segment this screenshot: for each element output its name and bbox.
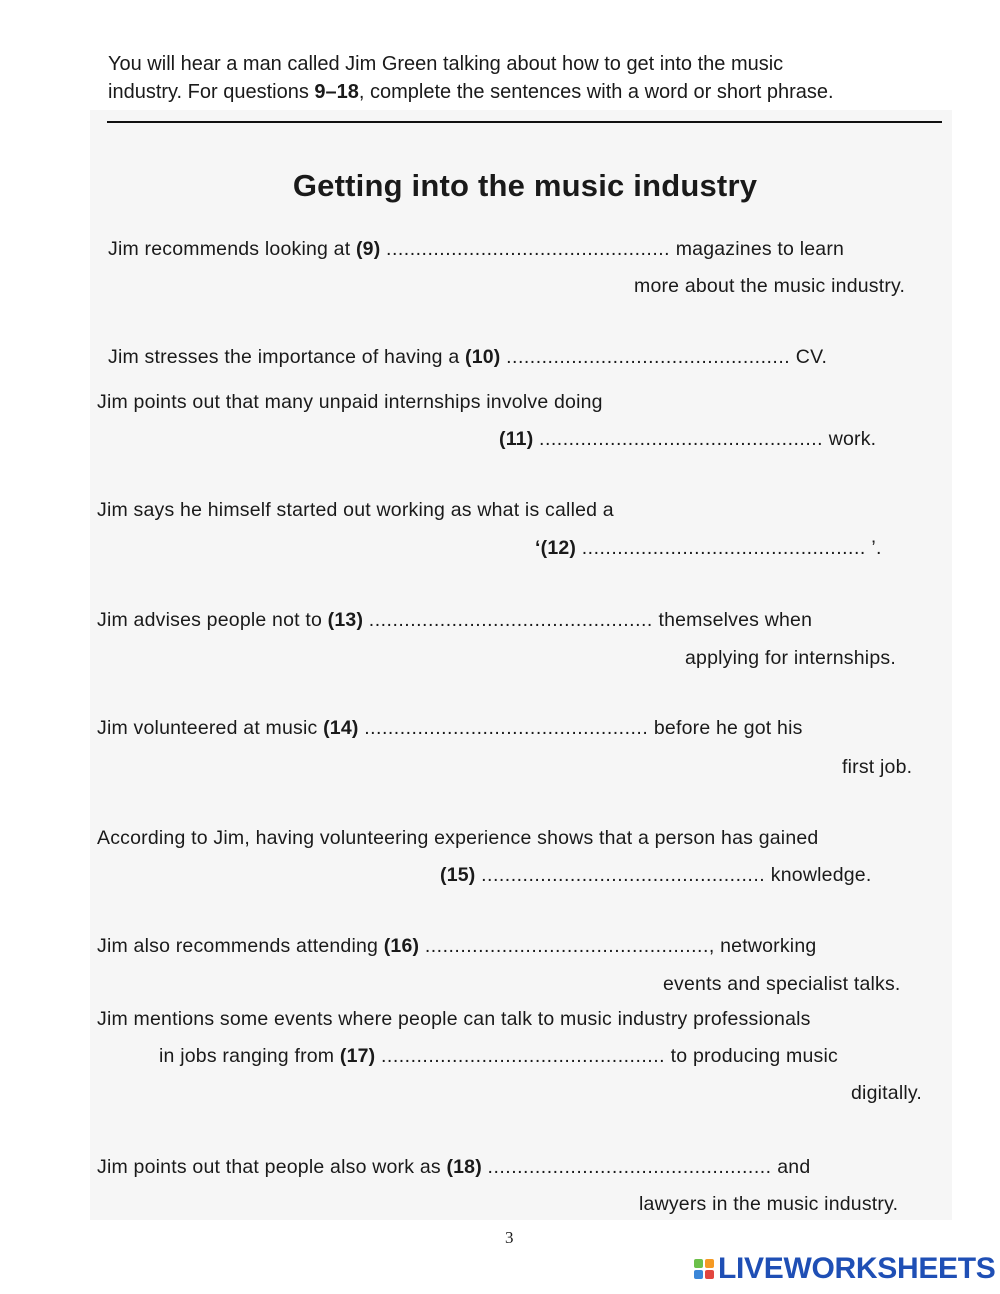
answer-blank-13[interactable]: ................................................ bbox=[368, 609, 653, 631]
answer-blank-17[interactable]: ................................................ bbox=[380, 1045, 666, 1067]
question-14 bbox=[97, 717, 803, 740]
answer-blank-11[interactable]: ................................................ bbox=[539, 428, 824, 450]
question-number: (18) bbox=[446, 1156, 482, 1178]
question-text-after: CV. bbox=[790, 346, 828, 368]
question-number: (16) bbox=[383, 935, 420, 957]
question-number: (17) bbox=[339, 1045, 376, 1067]
question-number: (14) bbox=[323, 717, 359, 739]
question-text: Jim also recommends attending bbox=[97, 935, 384, 957]
question-number: (10) bbox=[465, 346, 501, 368]
question-text-after: , networking bbox=[708, 935, 817, 957]
question-11-blank-line bbox=[499, 428, 876, 451]
question-text: Jim advises people not to bbox=[97, 609, 328, 631]
question-number: (13) bbox=[327, 609, 364, 631]
question-10 bbox=[108, 346, 827, 369]
question-13 bbox=[97, 609, 812, 632]
question-15: According to Jim, having volunteering experience shows that a person has gained bbox=[97, 827, 819, 849]
instructions-line-2 bbox=[108, 78, 938, 106]
answer-blank-12[interactable]: ................................................ bbox=[581, 537, 866, 559]
answer-blank-16[interactable]: ................................................ bbox=[424, 935, 709, 957]
page-title: Getting into the music industry bbox=[292, 168, 758, 203]
question-9-continued: more about the music industry. bbox=[634, 275, 906, 297]
question-13-continued: applying for internships. bbox=[685, 647, 896, 669]
question-17: Jim mentions some events where people can talk to music industry professionals bbox=[97, 1008, 811, 1030]
question-text-after: to producing music bbox=[665, 1045, 838, 1067]
answer-blank-10[interactable]: ................................................ bbox=[506, 346, 791, 368]
question-text: Jim points out that people also work as bbox=[97, 1156, 447, 1178]
question-text-after: ’. bbox=[865, 537, 882, 559]
question-14-continued: first job. bbox=[842, 756, 913, 778]
question-number: (15) bbox=[440, 864, 476, 886]
instructions-text: industry. For questions bbox=[108, 81, 315, 103]
question-text-after: magazines to learn bbox=[670, 238, 845, 260]
answer-blank-9[interactable]: ................................................ bbox=[386, 238, 671, 260]
answer-blank-15[interactable]: ................................................ bbox=[481, 864, 766, 886]
question-16-continued: events and specialist talks. bbox=[663, 973, 901, 995]
instructions bbox=[108, 50, 938, 106]
question-18-continued: lawyers in the music industry. bbox=[639, 1193, 899, 1215]
question-text-after: knowledge. bbox=[765, 864, 872, 886]
question-text: Jim recommends looking at bbox=[108, 238, 356, 260]
question-17-continued: digitally. bbox=[851, 1082, 923, 1104]
question-number: (11) bbox=[499, 428, 534, 450]
question-text-after: and bbox=[771, 1156, 811, 1178]
question-text: in jobs ranging from bbox=[159, 1045, 340, 1067]
question-text-after: before he got his bbox=[648, 717, 803, 739]
question-range: 9–18 bbox=[314, 81, 359, 103]
answer-blank-14[interactable]: ................................................ bbox=[364, 717, 649, 739]
open-quote: ‘ bbox=[535, 537, 541, 559]
question-18 bbox=[97, 1156, 810, 1179]
question-17-blank-line bbox=[159, 1045, 838, 1068]
question-16 bbox=[97, 935, 816, 958]
question-12: Jim says he himself started out working as what is called a bbox=[97, 499, 614, 521]
question-text: Jim stresses the importance of having a bbox=[108, 346, 465, 368]
instructions-line-1: You will hear a man called Jim Green talking about how to get into the music bbox=[108, 53, 784, 75]
divider-rule bbox=[107, 121, 942, 123]
answer-blank-18[interactable]: ................................................ bbox=[487, 1156, 772, 1178]
question-number: (12) bbox=[540, 537, 577, 559]
question-12-blank-line bbox=[535, 537, 882, 560]
question-text-after: themselves when bbox=[652, 609, 813, 631]
question-text: Jim volunteered at music bbox=[97, 717, 324, 739]
question-15-blank-line bbox=[440, 864, 871, 887]
logo-tiles-icon bbox=[694, 1259, 714, 1279]
instructions-text-end: , complete the sentences with a word or short phrase. bbox=[358, 81, 834, 103]
question-9 bbox=[108, 238, 844, 261]
question-text-after: work. bbox=[823, 428, 877, 450]
liveworksheets-logo[interactable] bbox=[694, 1252, 996, 1286]
question-11: Jim points out that many unpaid internships involve doing bbox=[97, 391, 603, 413]
page-number: 3 bbox=[505, 1228, 514, 1247]
brand-name: LIVEWORKSHEETS bbox=[718, 1252, 996, 1285]
question-number: (9) bbox=[355, 238, 381, 260]
